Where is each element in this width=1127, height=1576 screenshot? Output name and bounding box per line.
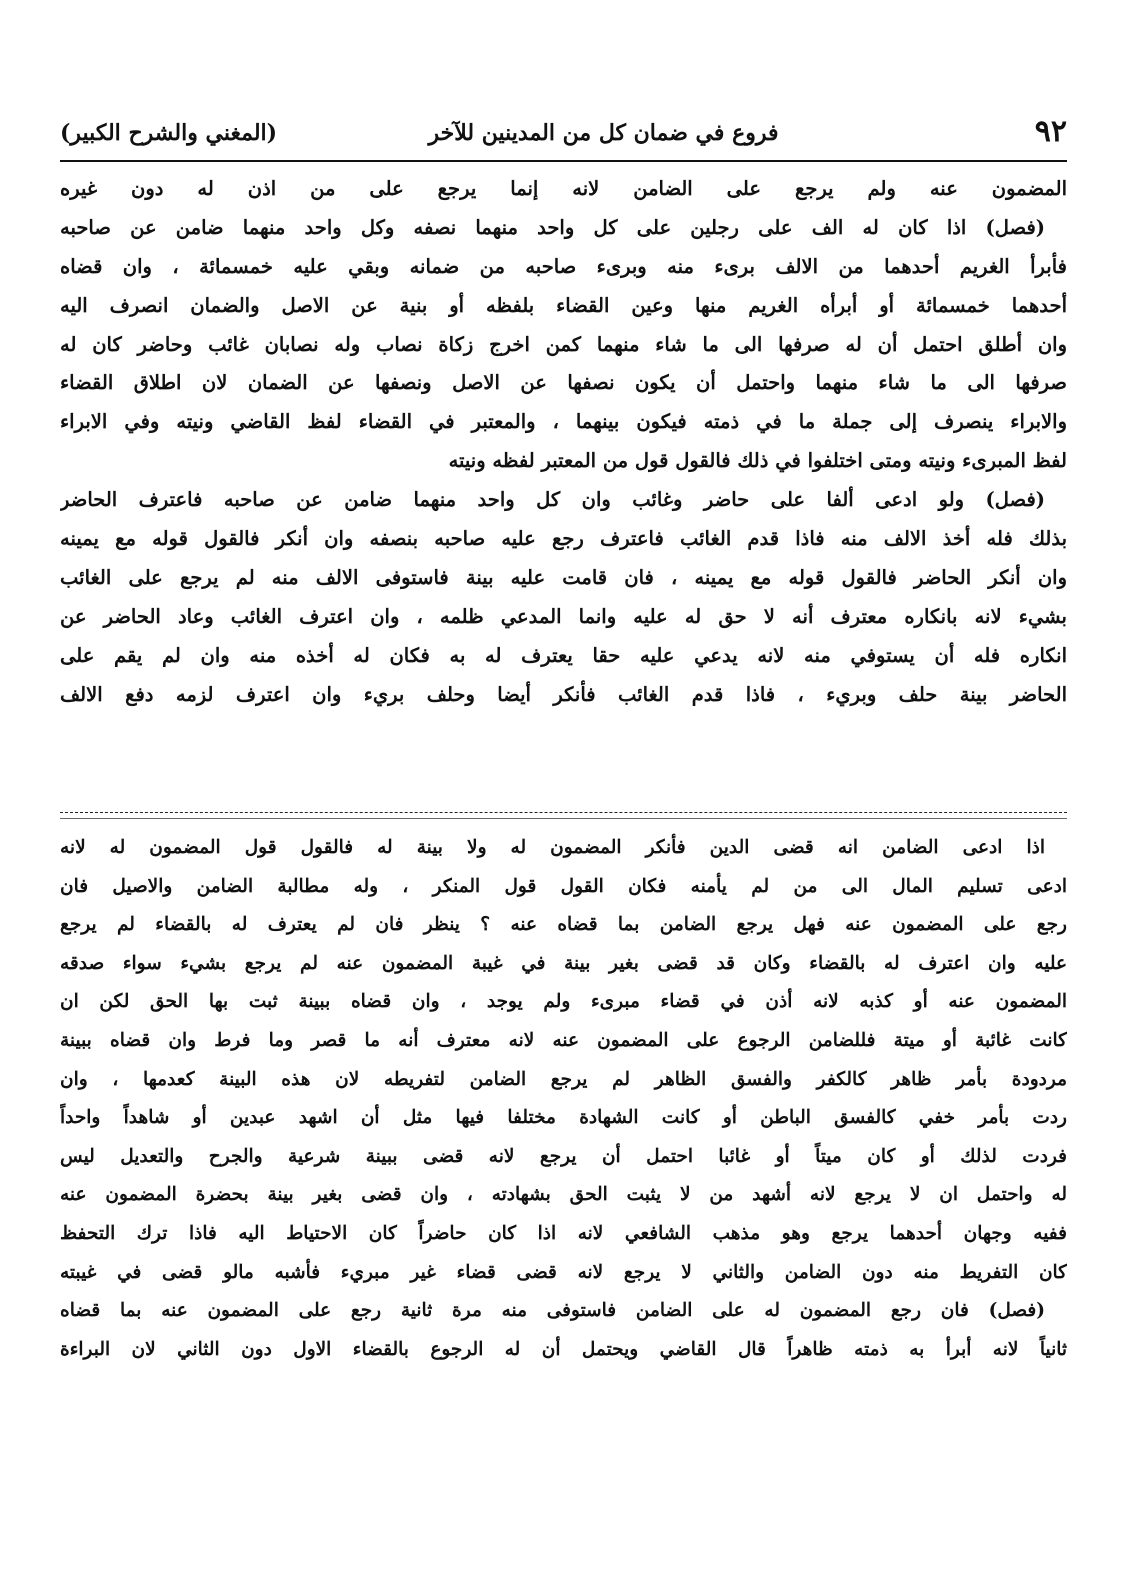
text-line: لفظ المبرىء ونيته ومتى اختلفوا في ذلك فالقول قول من المعتبر لفظه ونيته [448,449,1067,473]
text-line: (فصل) فان رجع المضمون له على الضامن فاستوفى منه مرة ثانية رجع على المضمون عنه بما قضاه [60,1300,1045,1322]
text-line: المضمون عنه أو كذبه لانه أذن في قضاء مبرىء ولم يوجد ، وان قضاه ببينة ثبت بها الحق لكن ان [60,991,1067,1013]
text-line: (فصل) ولو ادعى ألفا على حاضر وغائب وان كل واحد منهما ضامن عن صاحبه فاعترف الحاضر [60,488,1045,512]
text-line: عليه وان اعترف له بالقضاء وكان قد قضى بغير بينة في غيبة المضمون عنه لم يرجع بشيء سواء صدقه [60,952,1067,974]
commentary-text [60,829,1067,1369]
main-text [60,170,1067,714]
page-header [60,116,1067,162]
text-line: الحاضر بينة حلف وبريء ، فاذا قدم الغائب فأنكر أيضا وحلف بريء وان اعترف لزمه دفع الالف [60,682,1067,706]
text-line: رجع على المضمون عنه فهل يرجع الضامن بما قضاه عنه ؟ ينظر فان لم يعترف له بالقضاء لم يرجع [60,914,1067,936]
text-line: بذلك فله أخذ الالف منه فاذا قدم الغائب فاعترف رجع عليه صاحبه بنصفه وان أنكر فالقول قوله مع يمينه [60,527,1067,551]
text-line: وان أطلق احتمل أن له صرفها الى ما شاء منهما كمن اخرج زكاة نصاب وله نصابان غائب وحاضر كان له [60,332,1067,356]
text-line: ادعى تسليم المال الى من لم يأمنه فكان القول قول المنكر ، وله مطالبة الضامن والاصيل فان [60,875,1067,897]
text-line: فردت لذلك أو كان ميتاً أو غائبا احتمل أن يرجع لانه قضى ببينة شرعية والجرح والتعديل ليس [60,1145,1067,1167]
text-line: ردت بأمر خفي كالفسق الباطن أو كانت الشهادة مختلفا فيها مثل أن اشهد عبدين أو شاهداً واحداً [60,1107,1067,1129]
text-line: انكاره فله أن يستوفي منه لانه يدعي عليه حقا يعترف له به فكان له أخذه منه وان لم يقم على [60,643,1067,667]
text-line: أحدهما خمسمائة أو أبرأه الغريم منها وعين القضاء بلفظه أو بنية عن الاصل والضمان انصرف اليه [60,293,1067,317]
commentary-divider-rule [60,818,1067,819]
text-line: (فصل) اذا كان له الف على رجلين على كل واحد منهما نصفه وكل واحد منهما ضامن عن صاحبه [60,215,1045,239]
page-number: ٩٢ [1034,114,1067,149]
text-line: المضمون عنه ولم يرجع على الضامن لانه إنما يرجع على من اذن له دون غيره [60,177,1067,200]
commentary-divider [60,812,1067,813]
text-line: اذا ادعى الضامن انه قضى الدين فأنكر المضمون له ولا بينة له فالقول قول المضمون له لانه [60,837,1045,858]
text-line: صرفها الى ما شاء منهما واحتمل أن يكون نصفها عن الاصل ونصفها عن الضمان لان اطلاق القضاء [60,371,1067,395]
text-line: ثانياً لانه أبرأ به ذمته ظاهراً قال القاضي ويحتمل أن له الرجوع بالقضاء الاول دون الثاني لان البراءة [60,1338,1067,1360]
text-line: وان أنكر الحاضر فالقول قوله مع يمينه ، فان قامت عليه بينة فاستوفى الالف منه لم يرجع على الغائب [60,565,1067,589]
text-line: والابراء ينصرف إلى جملة ما في ذمته فيكون بينهما ، والمعتبر في القضاء لفظ القاضي ونيته وفي الابراء [60,410,1067,434]
text-line: بشيء لانه بانكاره معترف أنه لا حق له عليه وانما المدعي ظلمه ، وان اعترف الغائب وعاد الحاضر عن [60,604,1067,628]
text-line: مردودة بأمر ظاهر كالكفر والفسق الظاهر لم يرجع الضامن لتفريطه لان هذه البينة كعدمها ، وان [60,1068,1067,1090]
text-line: له واحتمل ان لا يرجع لانه أشهد من لا يثبت الحق بشهادته ، وان قضى بغير بينة بحضرة المضمون عنه [60,1184,1067,1206]
text-line: فأبرأ الغريم أحدهما من الالف برىء منه وبرىء صاحبه من ضمانه وبقي عليه خمسمائة ، وان قضاه [60,254,1067,278]
text-line: ففيه وجهان أحدهما يرجع وهو مذهب الشافعي لانه اذا كان حاضراً كان الاحتياط اليه فاذا ترك التحفظ [60,1222,1067,1244]
text-line: كانت غائبة أو ميتة فللضامن الرجوع على المضمون عنه لانه معترف أنه ما قصر وما فرط وان قضاه ببينة [60,1029,1067,1051]
book-title: (المغني والشرح الكبير) [60,120,278,146]
running-title: فروع في ضمان كل من المدينين للآخر [428,120,779,146]
text-line: كان التفريط منه دون الضامن والثاني لا يرجع لانه قضى قضاء غير مبريء فأشبه مالو قضى في غيبته [60,1261,1067,1283]
